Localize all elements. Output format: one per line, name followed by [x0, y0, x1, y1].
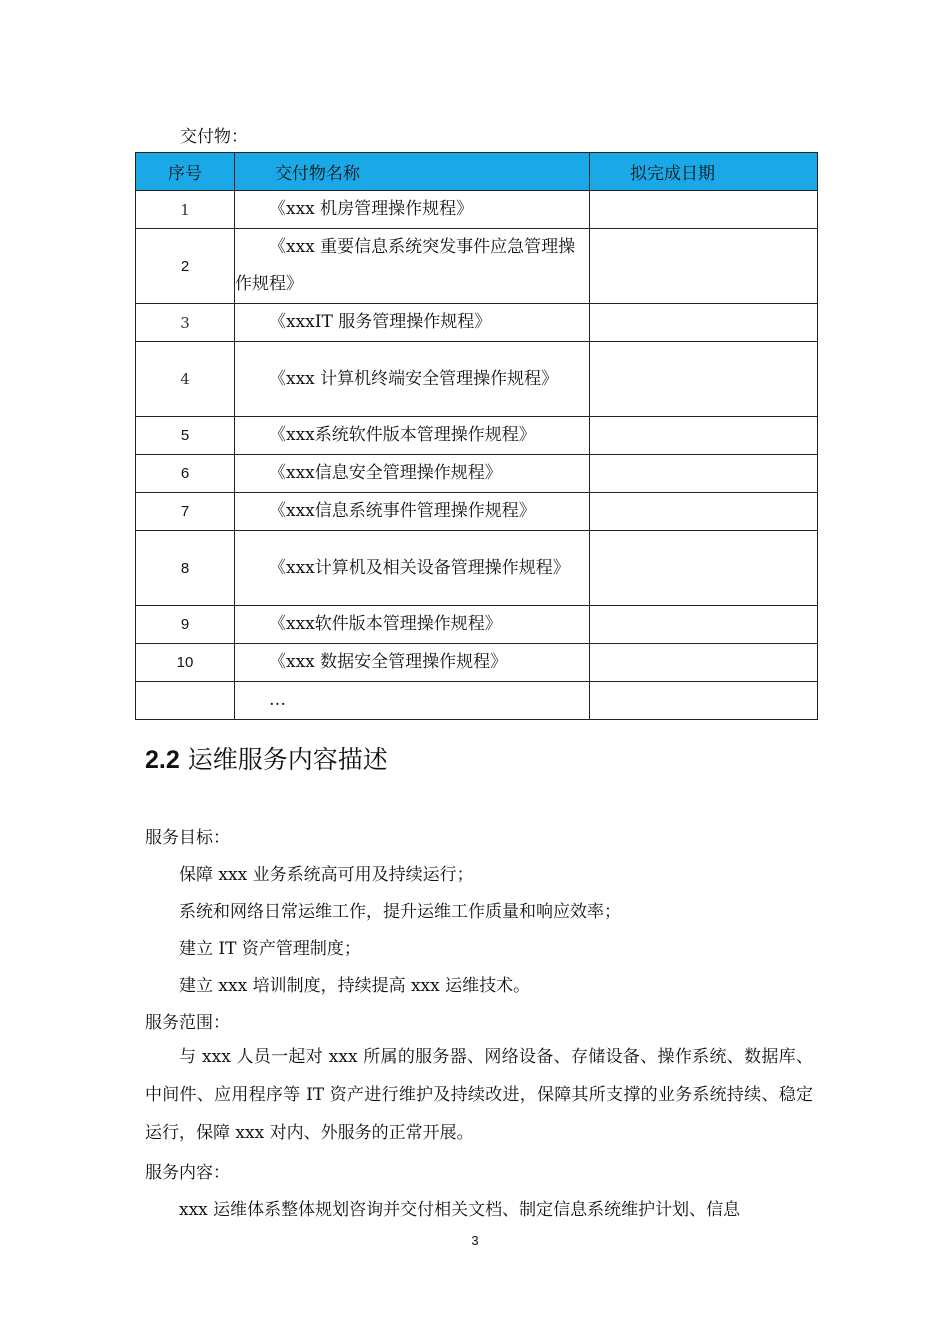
row-no: 3 — [136, 304, 235, 342]
row-no: 2 — [136, 229, 235, 304]
row-name: 《xxx 数据安全管理操作规程》 — [269, 652, 508, 672]
scope-paragraph: 与 xxx 人员一起对 xxx 所属的服务器、网络设备、存储设备、操作系统、数据库、中间件、应用程序等 IT 资产进行维护及持续改进，保障其所支撑的业务系统持续、稳定运行，保障 xxx 对内、外服务的正常开展。 — [145, 1047, 813, 1143]
row-name: 《xxx信息系统事件管理操作规程》 — [269, 501, 536, 521]
goal-item: 保障 xxx 业务系统高可用及持续运行； — [179, 865, 474, 885]
row-date — [590, 191, 818, 229]
row-date — [590, 455, 818, 493]
section-number: 2.2 — [145, 746, 180, 774]
table-row — [136, 493, 818, 531]
row-no: 5 — [136, 417, 235, 455]
row-name: … — [269, 690, 286, 710]
row-date — [590, 493, 818, 531]
row-name: 《xxxIT 服务管理操作规程》 — [269, 312, 492, 332]
table-row — [136, 682, 818, 720]
row-name: 《xxx 计算机终端安全管理操作规程》 — [269, 368, 559, 389]
row-date — [590, 644, 818, 682]
table-row — [136, 417, 818, 455]
table-row — [136, 229, 818, 304]
row-date — [590, 342, 818, 417]
row-no: 8 — [136, 531, 235, 606]
page-number: 3 — [471, 1233, 479, 1248]
table-row — [136, 606, 818, 644]
row-no: 4 — [136, 342, 235, 417]
row-no: 10 — [136, 644, 235, 682]
row-name: 《xxx软件版本管理操作规程》 — [269, 614, 502, 634]
header-no: 序号 — [136, 153, 235, 191]
table-row — [136, 342, 818, 417]
row-no: 9 — [136, 606, 235, 644]
goal-item: 系统和网络日常运维工作，提升运维工作质量和响应效率； — [179, 902, 621, 922]
row-name: 《xxx系统软件版本管理操作规程》 — [269, 425, 536, 445]
row-date — [590, 531, 818, 606]
row-name: 《xxx计算机及相关设备管理操作规程》 — [269, 557, 570, 578]
deliverables-table — [135, 152, 818, 720]
section-heading — [145, 740, 388, 776]
header-date: 拟完成日期 — [590, 153, 818, 191]
goal-item: 建立 IT 资产管理制度； — [179, 939, 361, 959]
row-date — [590, 417, 818, 455]
content-heading: 服务内容： — [145, 1163, 230, 1183]
table-row — [136, 304, 818, 342]
table-header-row — [136, 153, 818, 191]
row-no: 1 — [136, 191, 235, 229]
header-name: 交付物名称 — [235, 153, 590, 191]
table-row — [136, 191, 818, 229]
row-name: 《xxx 重要信息系统突发事件应急管理操作规程》 — [235, 237, 576, 294]
goals-heading: 服务目标： — [145, 828, 230, 848]
row-date — [590, 229, 818, 304]
row-name: 《xxx信息安全管理操作规程》 — [269, 463, 502, 483]
section-title: 运维服务内容描述 — [187, 745, 388, 774]
row-no: 7 — [136, 493, 235, 531]
goal-item: 建立 xxx 培训制度，持续提高 xxx 运维技术。 — [179, 976, 531, 996]
row-date — [590, 606, 818, 644]
table-row — [136, 455, 818, 493]
scope-heading: 服务范围： — [145, 1013, 230, 1033]
row-no — [136, 682, 235, 720]
table-row — [136, 531, 818, 606]
table-row — [136, 644, 818, 682]
row-date — [590, 682, 818, 720]
deliverables-label: 交付物： — [180, 127, 248, 147]
row-date — [590, 304, 818, 342]
content-paragraph: xxx 运维体系整体规划咨询并交付相关文档、制定信息系统维护计划、信息 — [179, 1200, 741, 1220]
row-name: 《xxx 机房管理操作规程》 — [269, 199, 474, 219]
row-no: 6 — [136, 455, 235, 493]
